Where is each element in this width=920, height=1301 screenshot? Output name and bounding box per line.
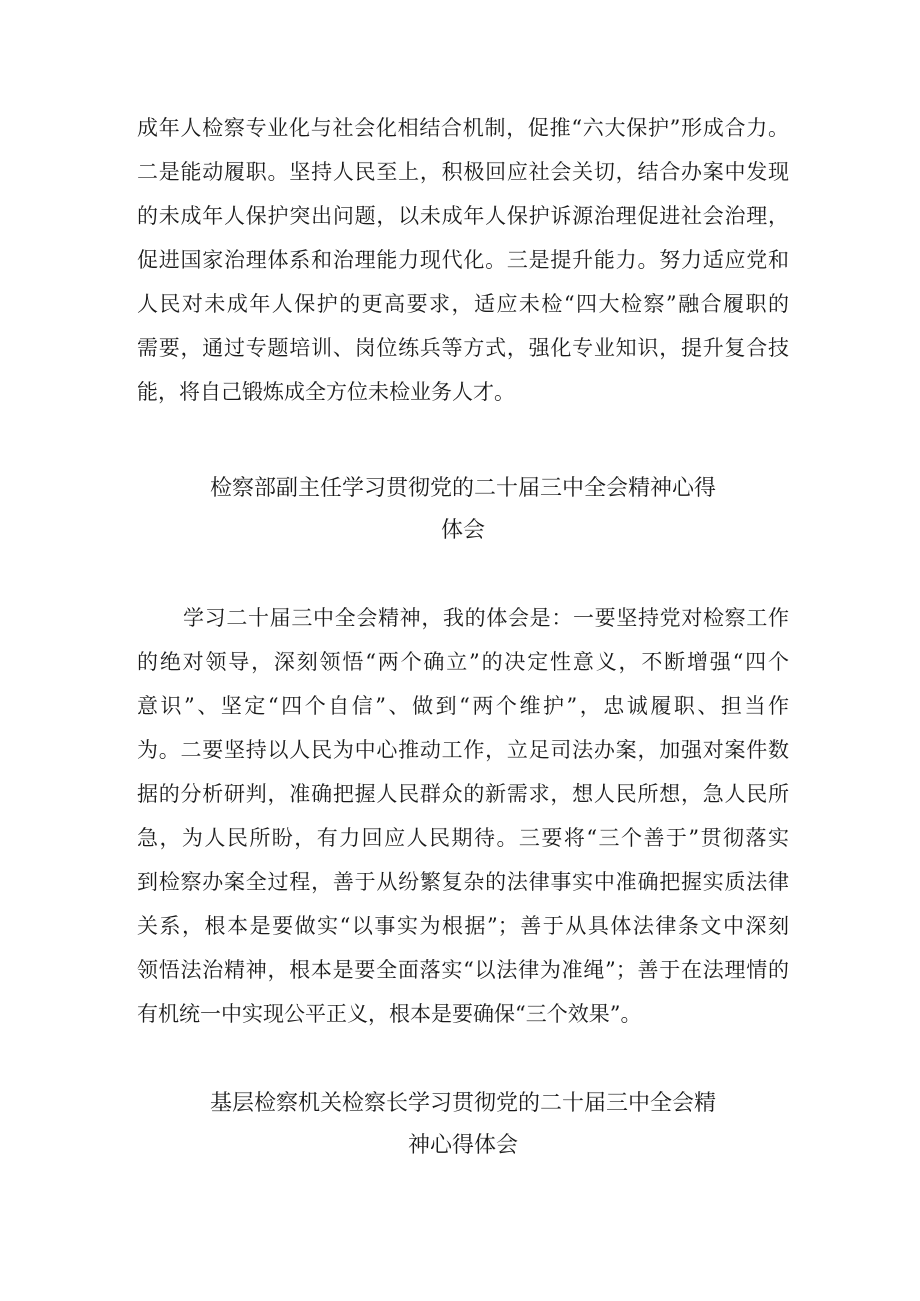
paragraph-line: 意识”、坚定“四个自信”、做到“两个维护”，忠诚履职、担当作 [137, 694, 789, 718]
paragraph-line: 有机统一中实现公平正义，根本是要确保“三个效果”。 [137, 1002, 642, 1026]
heading-line: 基层检察机关检察长学习贯彻党的二十届三中全会精 [209, 1091, 716, 1116]
section-heading [137, 1083, 789, 1167]
paragraph-line: 成年人检察专业化与社会化相结合机制，促推“六大保护”形成合力。 [137, 116, 789, 140]
paragraph-line: 促进国家治理体系和治理能力现代化。三是提升能力。努力适应党和 [137, 248, 789, 272]
heading-line: 神心得体会 [407, 1133, 518, 1158]
paragraph-line: 关系，根本是要做实“以事实为根据”；善于从具体法律条文中深刻 [137, 914, 789, 938]
paragraph-line: 能，将自己锻炼成全方位未检业务人才。 [137, 380, 515, 404]
paragraph-line: 的未成年人保护突出问题，以未成年人保护诉源治理促进社会治理， [137, 204, 789, 228]
heading-line: 体会 [440, 518, 485, 543]
paragraph-line: 二是能动履职。坚持人民至上，积极回应社会关切，结合办案中发现 [137, 160, 789, 184]
paragraph-line: 学习二十届三中全会精神，我的体会是：一要坚持党对检察工作 [183, 606, 789, 630]
section-heading [137, 468, 789, 552]
paragraph-line: 人民对未成年人保护的更高要求，适应未检“四大检察”融合履职的 [137, 292, 789, 316]
paragraph-line: 到检察办案全过程，善于从纷繁复杂的法律事实中准确把握实质法律 [137, 870, 789, 894]
heading-line: 检察部副主任学习贯彻党的二十届三中全会精神心得 [209, 476, 716, 501]
paragraph-line: 的绝对领导，深刻领悟“两个确立”的决定性意义，不断增强“四个 [137, 650, 789, 674]
body-paragraph [137, 596, 789, 1036]
paragraph-line: 急，为人民所盼，有力回应人民期待。三要将“三个善于”贯彻落实 [137, 826, 789, 850]
paragraph-line: 需要，通过专题培训、岗位练兵等方式，强化专业知识，提升复合技 [137, 336, 789, 360]
paragraph-line: 据的分析研判，准确把握人民群众的新需求，想人民所想，急人民所 [137, 782, 789, 806]
paragraph-continuation [137, 106, 789, 414]
paragraph-line: 领悟法治精神，根本是要全面落实“以法律为准绳”；善于在法理情的 [137, 958, 789, 982]
paragraph-line: 为。二要坚持以人民为中心推动工作，立足司法办案，加强对案件数 [137, 738, 789, 762]
